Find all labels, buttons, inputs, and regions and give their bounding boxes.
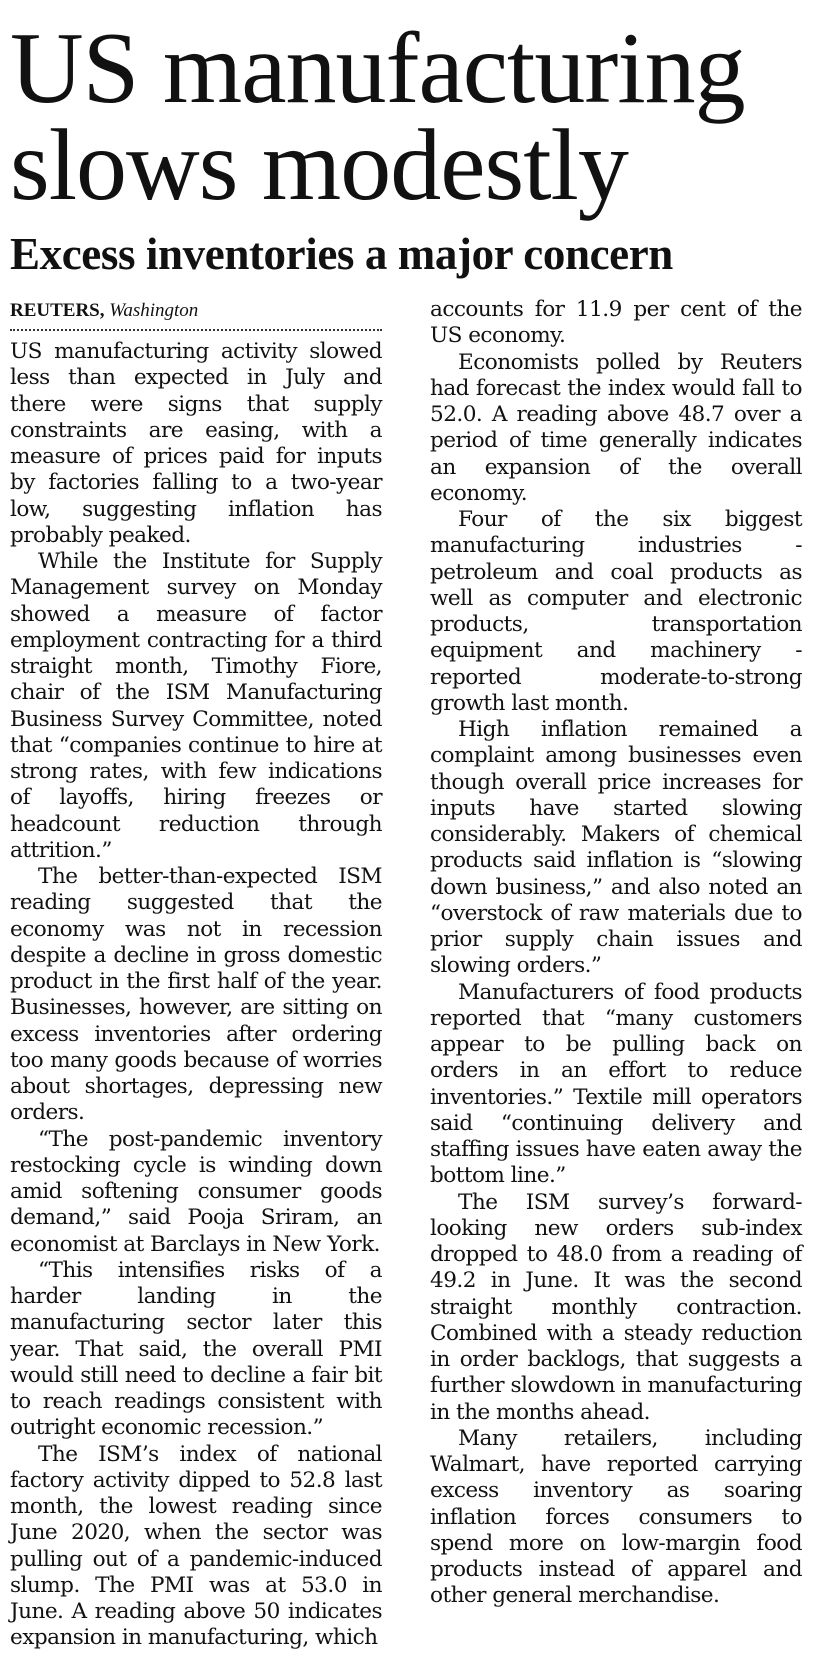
subheadline: Excess inventories a major concern [10,229,673,279]
left-column [10,297,382,1652]
paragraph: High inflation remained a complaint among businesses even though overall price increases for inputs have started slowing considerably. Makers of chemical products said inflation is “slowing down business,” and also noted an “overstock of raw materials due to prior supply chain issues and slowing orders.” [430,717,802,979]
headline: US manufacturing slows modestly [10,12,745,222]
paragraph: Economists polled by Reuters had forecast the index would fall to 52.0. A reading above 48.7 over a period of time generally indicates an expansion of the overall economy. [430,349,802,506]
paragraph: “The post-pandemic inventory restocking cycle is winding down amid softening consumer goods demand,” said Pooja Sriram, an economist at Barclays in New York. [10,1126,382,1257]
paragraph: accounts for 11.9 per cent of the US economy. [430,297,802,349]
paragraph: The ISM survey’s forward-looking new orders sub-index dropped to 48.0 from a reading of 49.2 in June. It was the second straight monthly contraction. Combined with a steady reduction in order backlogs, that suggests a further slowdown in manufacturing in the months ahead. [430,1189,802,1425]
paragraph: Manufacturers of food products reported that “many customers appear to be pulling back on orders in an effort to reduce inventories.” Textile mill operators said “continuing delivery and staffing issues have eaten away the bottom line.” [430,979,802,1189]
paragraph: The ISM’s index of national factory activity dipped to 52.8 last month, the lowest reading since June 2020, when the sector was pulling out of a pandemic-induced slump. The PMI was at 53.0 in June. A reading above 50 indicates expansion in manufacturing, which [10,1441,382,1651]
byline-agency: REUTERS, [10,300,105,321]
paragraph: US manufacturing activity slowed less than expected in July and there were signs that supply constraints are easing, with a measure of prices paid for inputs by factories falling to a two-year low, suggesting inflation has probably peaked. [10,339,382,548]
byline [10,297,382,331]
paragraph: “This intensifies risks of a harder landing in the manufacturing sector later this year. That said, the overall PMI would still need to decline a fair bit to reach readings consistent with outright economic recession.” [10,1257,382,1441]
paragraph: Many retailers, including Walmart, have reported carrying excess inventory as soaring inflation forces consumers to spend more on low-margin food products instead of apparel and other general merchandise. [430,1425,802,1609]
paragraph: While the Institute for Supply Management survey on Monday showed a measure of factor employment contracting for a third straight month, Timothy Fiore, chair of the ISM Manufacturing Business Survey Committee, noted that “companies continue to hire at strong rates, with few indications of layoffs, hiring freezes or headcount reduction through attrition.” [10,549,382,863]
byline-place: Washington [109,300,199,321]
paragraph: Four of the six biggest manufacturing industries - petroleum and coal products as well as computer and electronic products, transportation equipment and machinery - reported moderate-to-strong growth last month. [430,507,802,716]
right-column [430,297,802,1610]
paragraph: The better-than-expected ISM reading suggested that the economy was not in recession despite a decline in gross domestic product in the first half of the year. Businesses, however, are sitting on excess inventories after ordering too many goods because of worries about shortages, depressing new orders. [10,864,382,1126]
